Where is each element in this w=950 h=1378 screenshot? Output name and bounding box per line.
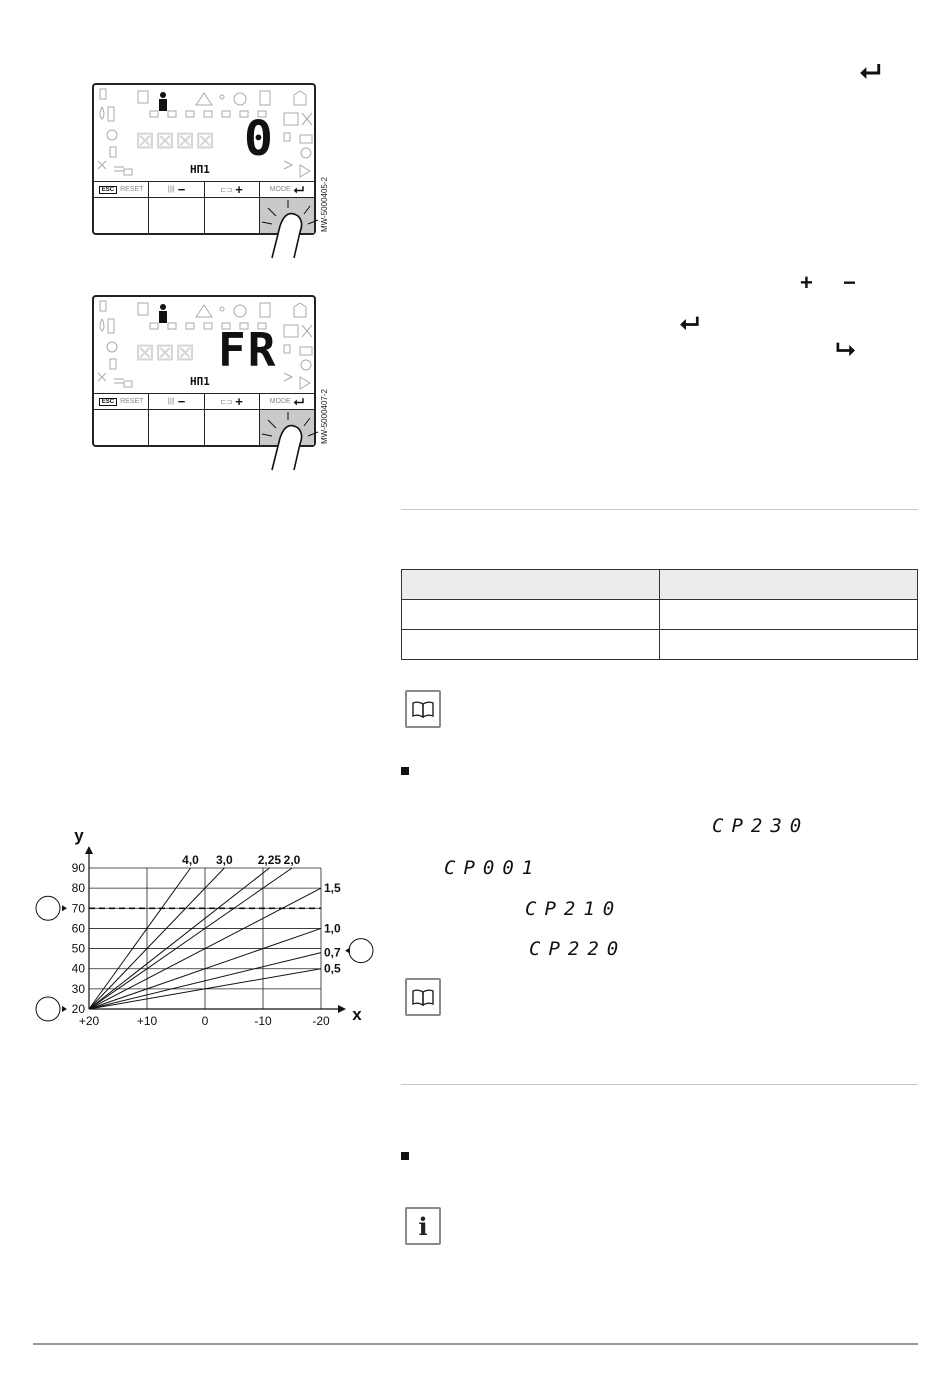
bullet-marker <box>401 767 409 775</box>
plus-icon: + <box>800 270 813 295</box>
y-tick-label: 80 <box>71 881 85 896</box>
y-tick-label: 50 <box>71 941 85 956</box>
book-icon <box>405 978 441 1016</box>
y-axis-label: y <box>74 826 84 845</box>
enter-icon: ⮠ <box>293 181 305 197</box>
lcd-sub-value: HΠ1 <box>190 163 210 176</box>
plus-key[interactable]: ⊏⊐ + <box>205 182 260 233</box>
footer-rule <box>33 1343 918 1345</box>
enter-icon: ⮠ <box>860 56 881 86</box>
enter-return-icon: ⮡ <box>836 336 856 363</box>
enter-icon: ⮠ <box>293 393 305 409</box>
curve-label: 0,7 <box>324 945 341 960</box>
callout-circle <box>36 896 60 920</box>
curve-line <box>89 868 224 1009</box>
lcd-sub-value: HΠ1 <box>190 375 210 388</box>
plus-icon: + <box>235 394 243 409</box>
mode-enter-key[interactable]: MODE ⮠ <box>260 394 314 445</box>
heating-curve-chart <box>20 820 380 1035</box>
minus-icon: − <box>177 394 186 409</box>
callout-marker <box>345 948 350 954</box>
finger-press-icon <box>258 196 328 260</box>
minus-key[interactable]: |||| − <box>149 394 204 445</box>
plus-icon: + <box>235 182 243 197</box>
finger-press-icon <box>258 408 328 472</box>
x-tick-label: -20 <box>312 1014 330 1028</box>
parameter-code: CP210 <box>525 898 623 920</box>
info-icon: i <box>405 1207 441 1245</box>
y-tick-label: 30 <box>71 981 85 996</box>
book-icon <box>405 690 441 728</box>
callout-marker <box>62 905 67 911</box>
curve-label: 3,0 <box>215 853 233 867</box>
table-row <box>402 630 918 660</box>
table-header-row <box>402 570 918 600</box>
x-tick-label: 0 <box>201 1014 209 1028</box>
x-tick-label: +10 <box>136 1014 158 1028</box>
minus-icon: − <box>177 182 186 197</box>
parameter-code: CP220 <box>529 938 627 960</box>
callout-circle <box>36 997 60 1021</box>
x-tick-label: -10 <box>254 1014 272 1028</box>
curve-line <box>89 868 292 1009</box>
x-axis-arrow <box>338 1005 346 1013</box>
y-tick-label: 90 <box>71 861 85 875</box>
curve-label: 1,0 <box>324 921 341 936</box>
callout-circle <box>349 939 373 963</box>
callout-marker <box>62 1006 67 1012</box>
esc-reset-key[interactable]: ESC RESET <box>94 182 149 233</box>
enter-icon: ⮠ <box>680 310 700 337</box>
x-tick-label: +20 <box>78 1014 100 1028</box>
plus-key[interactable]: ⊏⊐ + <box>205 394 260 445</box>
settings-table <box>401 569 918 660</box>
curve-label: 1,5 <box>324 881 341 896</box>
lcd-main-value: 0 <box>244 111 273 167</box>
figure-code: MW-5000407-2 <box>320 389 329 444</box>
y-tick-label: 20 <box>71 1002 85 1016</box>
minus-key[interactable]: |||| − <box>149 182 204 233</box>
figure-code: MW-5000405-2 <box>320 177 329 232</box>
mode-enter-key[interactable]: MODE ⮠ <box>260 182 314 233</box>
curve-label: 2,0 <box>283 853 301 867</box>
minus-icon: − <box>843 270 856 295</box>
lcd-main-value: FR <box>218 323 278 377</box>
lcd-unused-segments: ⊠⊠⊠⊠ <box>136 123 217 158</box>
table-row <box>402 600 918 630</box>
parameter-code: CP001 <box>444 857 542 879</box>
section-divider <box>401 509 918 510</box>
lcd-screen <box>94 297 314 393</box>
section-divider <box>401 1084 918 1085</box>
y-tick-label: 70 <box>71 901 85 916</box>
curve-line <box>89 868 269 1009</box>
y-tick-label: 40 <box>71 961 85 976</box>
curve-label: 0,5 <box>324 961 341 976</box>
curve-label: 2,25 <box>257 853 282 867</box>
esc-reset-key[interactable]: ESC RESET <box>94 394 149 445</box>
x-axis-label: x <box>352 1005 362 1024</box>
parameter-code: CP230 <box>712 815 810 837</box>
bullet-marker <box>401 1152 409 1160</box>
y-tick-label: 60 <box>71 921 85 936</box>
lcd-screen <box>94 85 314 181</box>
curve-label: 4,0 <box>182 853 199 867</box>
lcd-unused-segments: ⊠⊠⊠ <box>136 335 197 370</box>
y-axis-arrow <box>85 846 93 854</box>
